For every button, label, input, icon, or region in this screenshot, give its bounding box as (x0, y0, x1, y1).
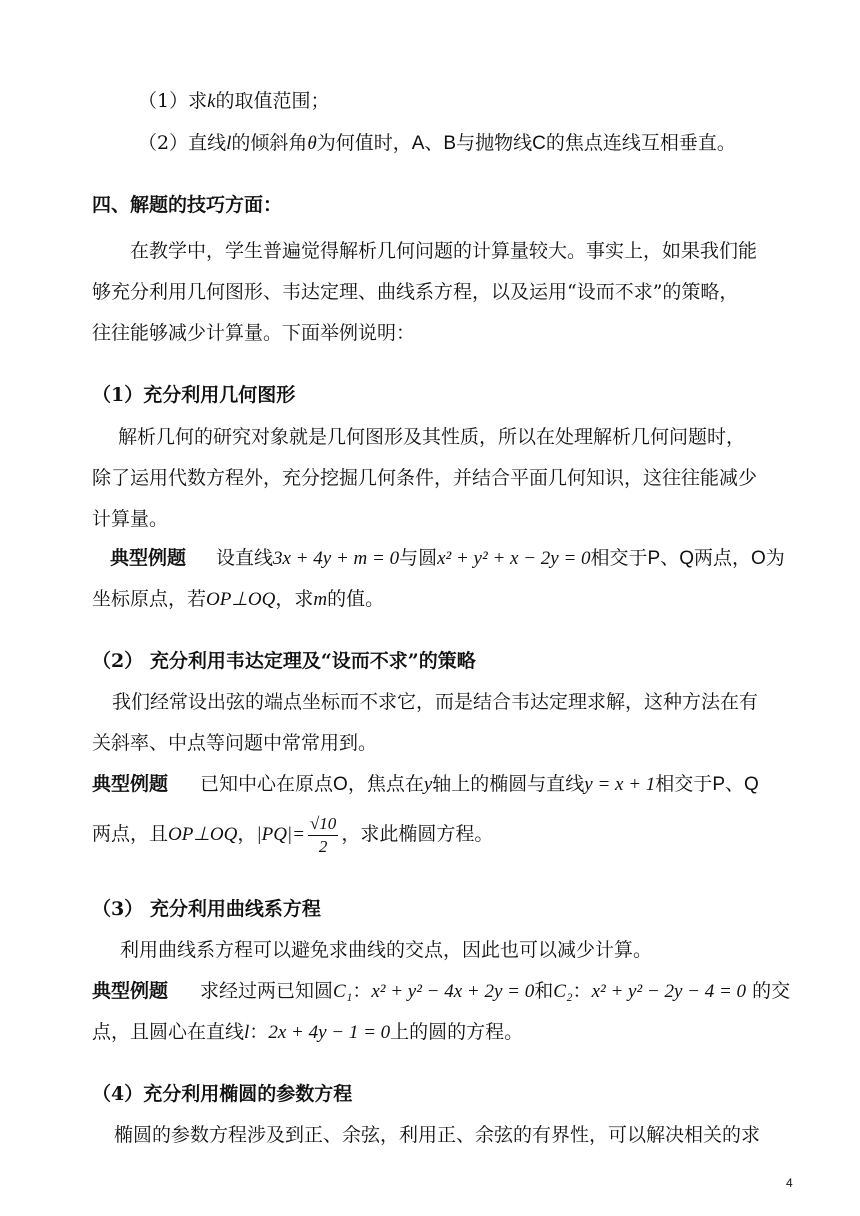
example-3-cont (92, 1019, 523, 1046)
paragraph-line: 我们经常设出弦的端点坐标而不求它，而是结合韦达定理求解，这种方法在有 (112, 691, 759, 713)
fraction-denominator: 2 (318, 836, 328, 856)
text: ， (237, 823, 257, 845)
text: 相交于 (655, 773, 713, 795)
text: A、B (411, 133, 457, 154)
text: 的交 (746, 980, 791, 1002)
text: 与圆 (399, 547, 438, 569)
question-2 (138, 130, 736, 157)
equation: |PQ|= (256, 824, 305, 845)
equation: OP⊥OQ (168, 824, 238, 845)
math-var: l (244, 1022, 250, 1043)
text: 的焦点连线互相垂直。 (545, 132, 736, 154)
example-3 (92, 978, 790, 1005)
subsection-heading: （2） 充分利用韦达定理及“设而不求”的策略 (92, 650, 476, 672)
text: 与抛物线 (456, 132, 533, 154)
text: 已知中心在原点 (200, 773, 334, 795)
text: （2）直线 (138, 132, 227, 154)
text: ： (572, 980, 592, 1002)
example-1 (110, 545, 785, 572)
subsection-heading: （4）充分利用椭圆的参数方程 (92, 1083, 353, 1105)
text: 相交于 (590, 547, 648, 569)
math-var: m (313, 589, 328, 610)
text: 两点， (694, 547, 752, 569)
subsection-heading: （1）充分利用几何图形 (92, 384, 296, 406)
paragraph-line: 利用曲线系方程可以避免求曲线的交点，因此也可以减少计算。 (120, 939, 653, 961)
text: ： (352, 980, 372, 1002)
text: 为何值时， (316, 132, 412, 154)
text: 轴上的椭圆与直线 (432, 773, 585, 795)
text: 坐标原点，若 (92, 588, 207, 610)
text: ，求此椭圆方程。 (341, 823, 494, 845)
paragraph-line: 解析几何的研究对象就是几何图形及其性质，所以在处理解析几何问题时， (118, 426, 746, 448)
example-2-cont (92, 812, 493, 858)
paragraph-line: 够充分利用几何图形、韦达定理、曲线系方程，以及运用“设而不求”的策略， (92, 281, 739, 303)
page-number: 4 (786, 1176, 793, 1190)
math-var: C₂ (553, 981, 573, 1002)
fraction-numerator: √10 (308, 813, 338, 836)
text: ，求 (275, 588, 314, 610)
text: 设直线 (216, 547, 274, 569)
fraction (308, 813, 338, 858)
example-2 (92, 771, 759, 798)
paragraph-line: 椭圆的参数方程涉及到正、余弦，利用正、余弦的有界性，可以解决相关的求 (114, 1124, 761, 1146)
equation: 2x + 4y − 1 = 0 (268, 1022, 391, 1043)
text: C (532, 133, 546, 154)
equation: x² + y² − 4x + 2y = 0 (371, 981, 535, 1002)
math-var: θ (307, 133, 317, 154)
example-label: 典型例题 (92, 980, 169, 1002)
text: 和 (534, 980, 554, 1002)
paragraph-line: 在教学中，学生普遍觉得解析几何问题的计算量较大。事实上，如果我们能 (130, 240, 758, 262)
text: 上的圆的方程。 (390, 1021, 524, 1043)
math-var: l (226, 133, 232, 154)
paragraph-line: 计算量。 (92, 508, 169, 530)
section-heading: 四、解题的技巧方面： (92, 194, 283, 216)
text: 的取值范围； (215, 90, 330, 112)
text: ，焦点在 (347, 773, 424, 795)
text: 的值。 (327, 588, 385, 610)
text: O (751, 548, 766, 569)
example-label: 典型例题 (92, 773, 169, 795)
text: 两点，且 (92, 823, 169, 845)
math-var: y (423, 774, 433, 795)
example-1-cont (92, 586, 384, 613)
text: 点，且圆心在直线 (92, 1021, 245, 1043)
text: ： (249, 1021, 269, 1043)
equation: OP⊥OQ (206, 589, 276, 610)
text: P、Q (712, 774, 759, 795)
text: O (333, 774, 348, 795)
question-1 (138, 88, 330, 115)
paragraph-line: 往往能够减少计算量。下面举例说明： (92, 322, 416, 344)
paragraph-line: 关斜率、中点等问题中常常用到。 (92, 732, 378, 754)
text: 为 (765, 547, 785, 569)
text: 的倾斜角 (231, 132, 308, 154)
math-var: k (207, 91, 216, 112)
text: P、Q (647, 548, 694, 569)
equation: x² + y² − 2y − 4 = 0 (591, 981, 747, 1002)
example-label: 典型例题 (110, 547, 187, 569)
equation: 3x + 4y + m = 0 (273, 548, 400, 569)
equation: y = x + 1 (584, 774, 656, 795)
text: 求经过两已知圆 (200, 980, 334, 1002)
equation: x² + y² + x − 2y = 0 (437, 548, 591, 569)
text: （1）求 (138, 90, 208, 112)
paragraph-line: 除了运用代数方程外，充分挖掘几何条件，并结合平面几何知识，这往往能减少 (92, 467, 758, 489)
subsection-heading: （3） 充分利用曲线系方程 (92, 898, 321, 920)
math-var: C₁ (333, 981, 353, 1002)
